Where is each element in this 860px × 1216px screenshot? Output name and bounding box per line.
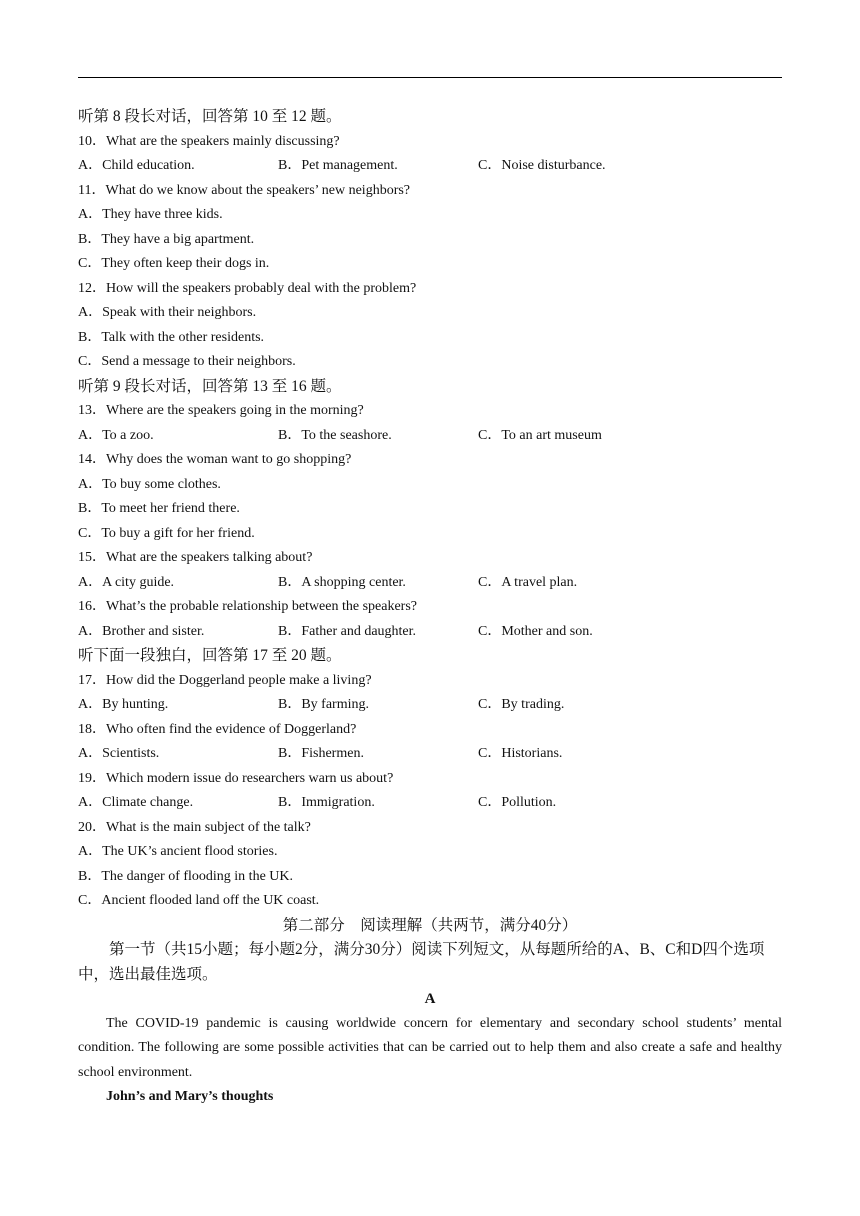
question-line: 18．Who often find the evidence of Doggerland? xyxy=(78,721,357,737)
question-line: C．They often keep their dogs in. xyxy=(78,256,270,271)
option-item: A．By hunting. xyxy=(78,697,169,712)
options-row xyxy=(78,742,782,767)
option-item: A．To a zoo. xyxy=(78,427,154,443)
question-line: 19．Which modern issue do researchers warn us about? xyxy=(78,770,394,786)
question-line: 10．What are the speakers mainly discussing? xyxy=(78,133,340,149)
header-rule xyxy=(78,77,782,78)
option-item: A．A city guide. xyxy=(78,574,175,590)
question-line: 13．Where are the speakers going in the morning? xyxy=(78,403,364,418)
options-row xyxy=(78,693,782,718)
question-line: B．To meet her friend there. xyxy=(78,501,240,516)
options-row xyxy=(78,620,782,645)
dialogue-header: 听第 8 段长对话，回答第 10 至 12 题。 xyxy=(78,108,342,125)
options-row xyxy=(78,424,782,449)
question-line: B．The danger of flooding in the UK. xyxy=(78,868,294,884)
passage-letter: A xyxy=(424,991,436,1007)
option-item: C．To an art museum xyxy=(478,427,602,443)
option-item: C．By trading. xyxy=(478,697,565,712)
option-item: B．Pet management. xyxy=(278,158,398,173)
section-intro: 第一节（共15小题；每小题2分，满分30分）阅读下列短文，从每题所给的A、B、C和D四个选项中，选出最佳选项。 xyxy=(78,941,765,983)
question-line: A．Speak with their neighbors. xyxy=(78,305,257,320)
option-item: A．Brother and sister. xyxy=(78,623,205,639)
question-line: 15．What are the speakers talking about? xyxy=(78,550,313,565)
question-line: C．Ancient flooded land off the UK coast. xyxy=(78,893,320,908)
question-line: C．To buy a gift for her friend. xyxy=(78,525,255,541)
option-item: B．A shopping center. xyxy=(278,574,406,590)
option-item: C．Historians. xyxy=(478,746,563,761)
option-item: C．Noise disturbance. xyxy=(478,158,606,173)
question-line: A．To buy some clothes. xyxy=(78,476,221,492)
question-line: 16．What’s the probable relationship between the speakers? xyxy=(78,599,417,614)
option-item: B．Fishermen. xyxy=(278,746,364,761)
listening-questions xyxy=(78,105,782,914)
option-item: C．A travel plan. xyxy=(478,574,578,590)
options-row xyxy=(78,571,782,596)
question-line: A．The UK’s ancient flood stories. xyxy=(78,844,278,859)
option-item: B．To the seashore. xyxy=(278,427,392,443)
question-line: 20．What is the main subject of the talk? xyxy=(78,819,311,835)
question-line: B．Talk with the other residents. xyxy=(78,329,265,345)
option-item: B．By farming. xyxy=(278,697,369,712)
option-item: B．Immigration. xyxy=(278,795,375,810)
option-item: A．Scientists. xyxy=(78,746,160,761)
section-title: 第二部分 阅读理解（共两节，满分40分） xyxy=(282,916,578,934)
question-line: 17．How did the Doggerland people make a living? xyxy=(78,672,372,688)
question-line: A．They have three kids. xyxy=(78,207,223,222)
options-row xyxy=(78,791,782,816)
dialogue-header: 听第 9 段长对话，回答第 13 至 16 题。 xyxy=(78,377,342,395)
question-line: C．Send a message to their neighbors. xyxy=(78,354,296,369)
dialogue-header: 听下面一段独白，回答第 17 至 20 题。 xyxy=(78,647,342,664)
passage-paragraph: The COVID-19 pandemic is causing worldwide concern for elementary and secondary school students’ mental condition. The following are some possible activities that can be carried out to help them and also create a safe and healthy school environment. xyxy=(78,1015,782,1080)
question-line: 12．How will the speakers probably deal with the problem? xyxy=(78,280,417,296)
option-item: A．Child education. xyxy=(78,158,195,173)
option-item: B．Father and daughter. xyxy=(278,623,417,639)
question-line: 14．Why does the woman want to go shopping? xyxy=(78,452,352,467)
passage-subheading: John’s and Mary’s thoughts xyxy=(106,1089,274,1104)
option-item: C．Pollution. xyxy=(478,795,557,810)
option-item: C．Mother and son. xyxy=(478,623,593,639)
options-row xyxy=(78,154,782,179)
question-line: 11．What do we know about the speakers’ new neighbors? xyxy=(78,182,411,198)
page-content xyxy=(78,105,782,1110)
question-line: B．They have a big apartment. xyxy=(78,231,255,247)
option-item: A．Climate change. xyxy=(78,795,194,810)
